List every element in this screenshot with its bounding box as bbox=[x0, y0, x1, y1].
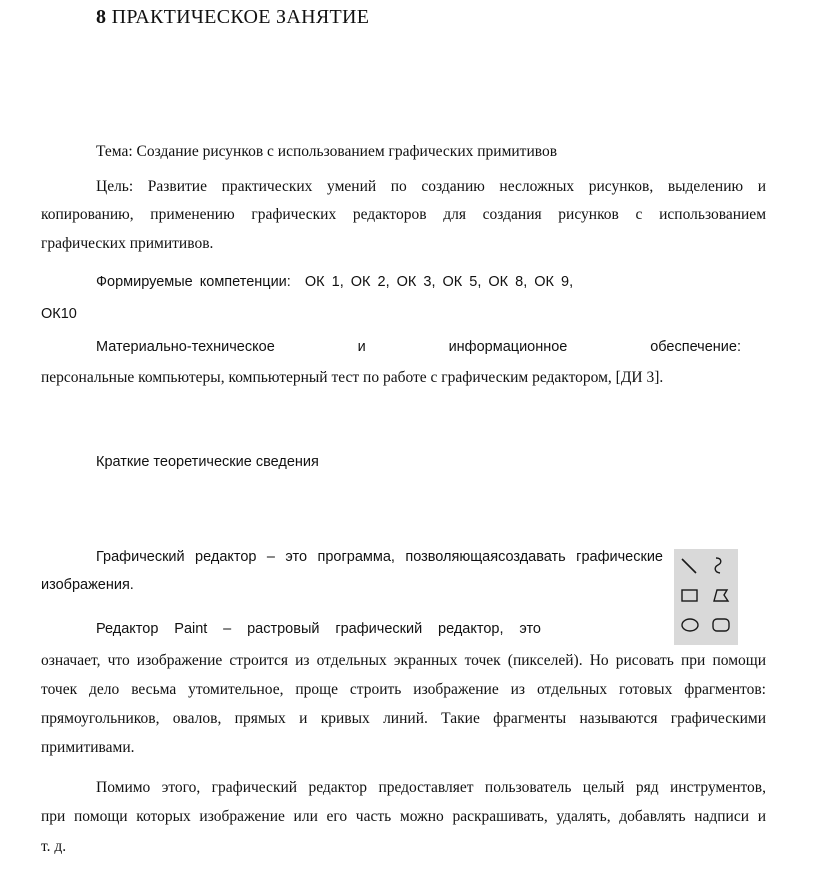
topic-line bbox=[96, 143, 557, 161]
para2-line-5: примитивами. bbox=[41, 739, 135, 756]
goal-line-3: графических примитивов. bbox=[41, 235, 214, 252]
goal-label: Цель: bbox=[96, 178, 134, 195]
support-word-2: и bbox=[357, 339, 366, 355]
line-icon bbox=[682, 559, 696, 573]
para2-line-2: означает, что изображение строится из отдельных экранных точек (пикселей). Но рисовать при помощи bbox=[41, 652, 766, 669]
para3-line-1: Помимо этого, графический редактор предоставляет пользователь целый ряд инструментов, bbox=[96, 779, 766, 796]
para3-line-3: т. д. bbox=[41, 838, 67, 855]
rounded-rectangle-icon bbox=[713, 619, 729, 631]
page-title bbox=[96, 6, 369, 29]
goal-text-1: Развитие практических умений по созданию несложных рисунков, выделению и bbox=[147, 178, 766, 195]
support-line-2: персональные компьютеры, компьютерный тест по работе с графическим редактором, [ДИ 3]. bbox=[41, 369, 664, 386]
support-word-3: информационное bbox=[448, 339, 568, 355]
para2-line-3: точек дело весьма утомительное, проще строить изображение из отдельных готовых фрагментов: bbox=[41, 681, 766, 698]
competencies-line bbox=[96, 274, 573, 290]
para2-line-1: Редактор Paint – растровый графический редактор, это bbox=[96, 621, 541, 637]
paint-toolbox-image bbox=[674, 549, 738, 645]
para2-line-4: прямоугольников, овалов, прямых и кривых линий. Такие фрагменты называются графическими bbox=[41, 710, 766, 727]
para1-line-1: Графический редактор – это программа, позволяющаясоздавать графические bbox=[96, 549, 663, 565]
theory-heading: Краткие теоретические сведения bbox=[96, 454, 319, 470]
competencies-line-2: ОК10 bbox=[41, 306, 77, 322]
para1-line-2: изображения. bbox=[41, 577, 134, 593]
competencies-label: Формируемые компетенции: bbox=[96, 274, 291, 290]
para3-line-2: при помощи которых изображение или его часть можно раскрашивать, удалять, добавлять надписи и bbox=[41, 808, 766, 825]
goal-line-1 bbox=[96, 178, 766, 196]
ellipse-icon bbox=[682, 619, 698, 631]
lesson-number: 8 bbox=[96, 6, 107, 28]
lesson-title: ПРАКТИЧЕСКОЕ ЗАНЯТИЕ bbox=[111, 6, 370, 28]
support-line-1 bbox=[96, 339, 741, 355]
support-word-1: Материально-техническое bbox=[96, 339, 275, 355]
toolbox-svg bbox=[674, 549, 738, 645]
rectangle-icon bbox=[682, 590, 697, 601]
goal-line-2: копированию, применению графических редакторов для создания рисунков с использованием bbox=[41, 206, 766, 223]
support-word-4: обеспечение: bbox=[650, 339, 741, 355]
curve-icon bbox=[715, 558, 721, 573]
competencies-list: ОК 1, ОК 2, ОК 3, ОК 5, ОК 8, ОК 9, bbox=[304, 274, 574, 290]
topic-text: Создание рисунков с использованием графических примитивов bbox=[136, 143, 558, 160]
topic-label: Тема: bbox=[96, 143, 133, 160]
polygon-icon bbox=[714, 590, 728, 601]
